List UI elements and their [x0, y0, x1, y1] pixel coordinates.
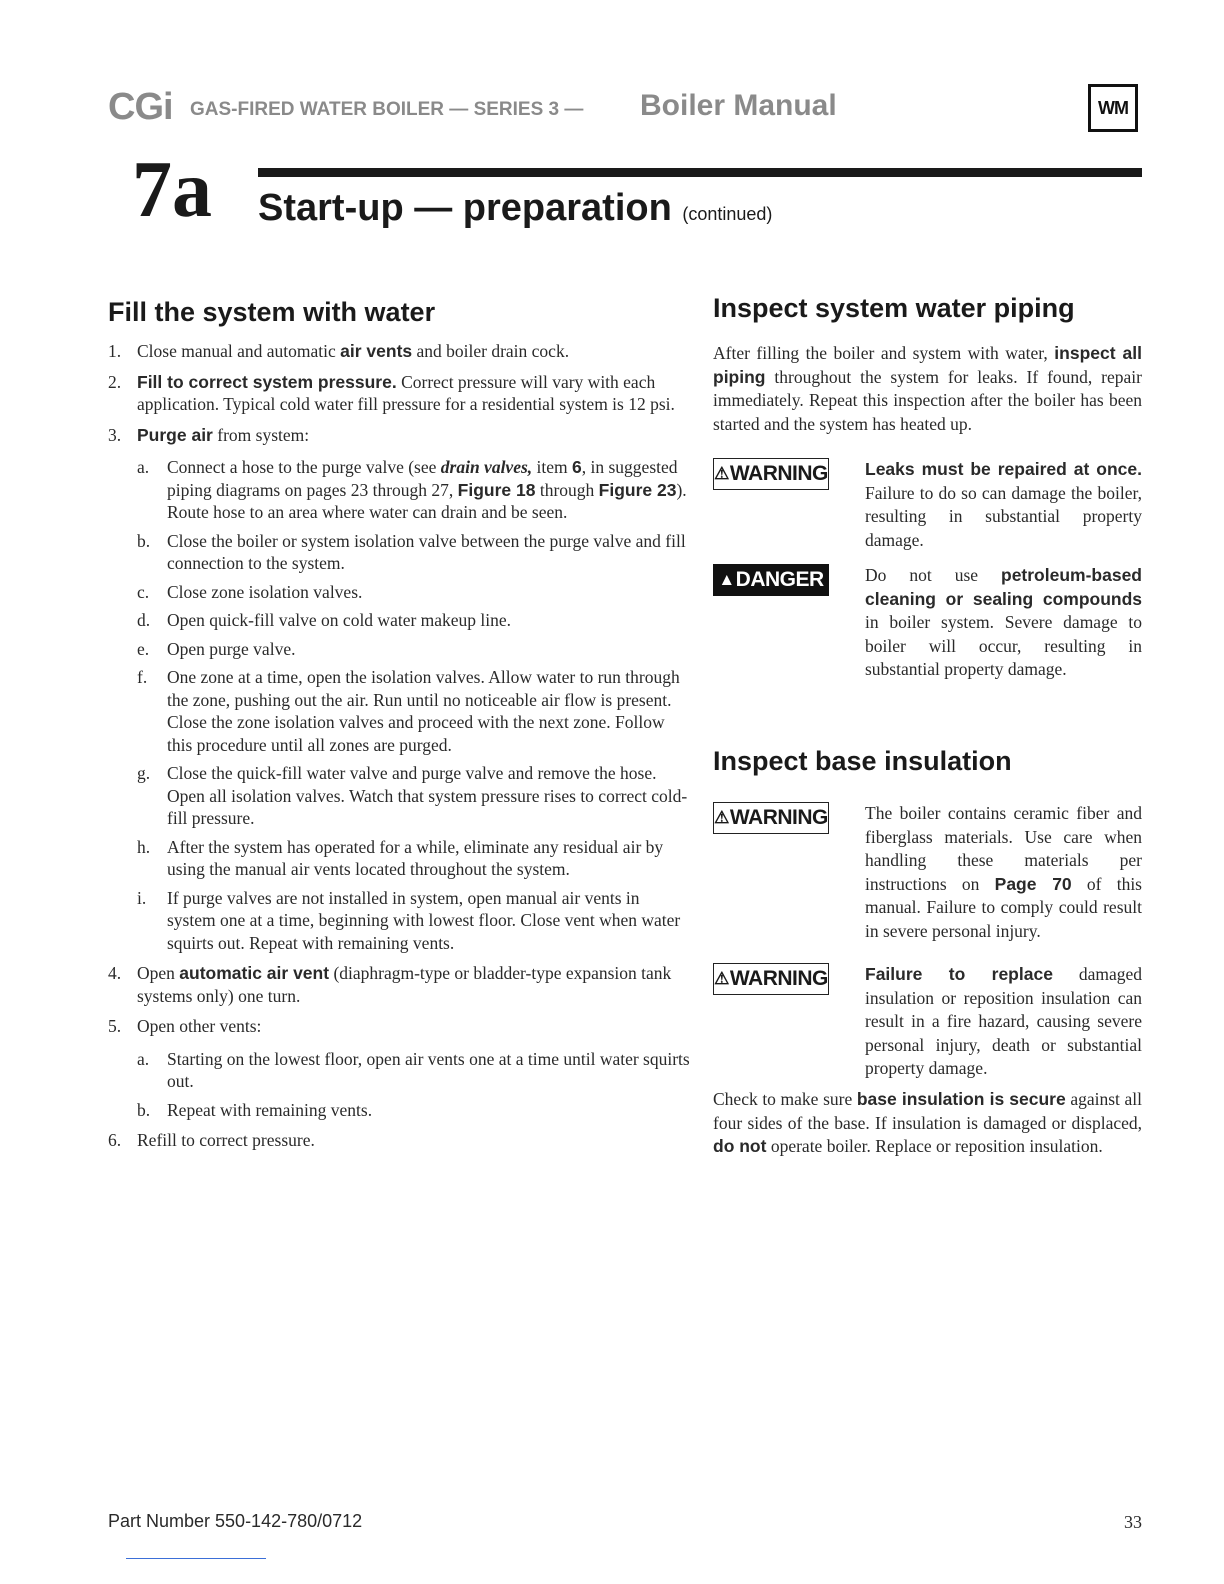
sub-item: b. Repeat with remaining vents.: [137, 1099, 373, 1120]
manual-title: Boiler Manual: [640, 89, 837, 122]
danger-triangle-icon: ▲: [718, 570, 735, 590]
part-number: Part Number 550-142-780/0712: [108, 1511, 363, 1531]
sub-item: i. If purge valves are not installed in system, open manual air vents in system one at a time, beginning with lowest floor. Close vent when water squirts out. Repeat with remaining vents.: [137, 887, 681, 953]
company-logo: WM: [1088, 84, 1138, 132]
list-item: 2. Fill to correct system pressure. Correct pressure will vary with each application. Typical cold water fill pressure for a residential system is 12 psi.: [108, 371, 675, 414]
check-insulation-paragraph: Check to make sure base insulation is secure against all four sides of the base. If insulation is damaged or displaced, do not operate boiler. Replace or reposition insulation.: [713, 1089, 1143, 1156]
document-header: [108, 84, 1142, 136]
list-item: 3. Purge air from system: a. Connect a hose to the purge valve (see drain valves, item 6, in suggested piping diagrams on pages 23 through 27, Figure 18 through Figure 23). Route hose to an area where water can drain and be seen. b. Close the boiler or system isolation valve between the purge valve and fill connection to the system. c. Close zone isolation valves. d. Open quick-fill valve on cold water makeup line. e. Open purge valve. f. One zone at a time, open the isolation valves. Allow water to run through the zone, pushing out the air. Run until no noticeable air flow is present. Close the zone isolation valves and proceed with the next zone. Follow this procedure until all zones are purged. g. Close the quick-fill water valve and purge valve and remove the hose. Open all isolation valves. Watch that system pressure rises to correct cold-fill pressure. h. After the system has operated for a while, eliminate any residual air by using the manual air vents located throughout the system. i. If purge valves are not installed in system, open manual air vents in system one at a time, beginning with lowest floor. Close vent when water squirts out. Repeat with remaining vents.: [108, 424, 690, 955]
sub-item: f. One zone at a time, open the isolation valves. Allow water to run through the zone, pushing out the air. Run until no noticeable air flow is present. Close the zone isolation valves and proceed with the next zone. Follow this procedure until all zones are purged.: [137, 667, 680, 755]
warning-fiber: ⚠ WARNING The boiler contains ceramic fiber and fiberglass materials. Use care when handling these materials per instructions on Page 70 of this manual. Failure to comply could result in severe personal injury.: [714, 803, 1142, 941]
sub-item: h. After the system has operated for a while, eliminate any residual air by using the manual air vents located throughout the system.: [137, 836, 664, 879]
inspect-piping-paragraph: After filling the boiler and system with water, inspect all piping throughout the system for leaks. If found, repair immediately. Repeat this inspection after the boiler has been started and the system has heated up.: [713, 343, 1142, 434]
section-title: Start-up — preparation (continued): [258, 187, 773, 229]
product-series: GAS-FIRED WATER BOILER — SERIES 3 —: [190, 99, 584, 120]
inspect-piping-heading: Inspect system water piping: [713, 293, 1075, 323]
page-number: 33: [1124, 1512, 1142, 1532]
fill-system-heading: Fill the system with water: [108, 297, 436, 327]
warning-leaks: ⚠ WARNING Leaks must be repaired at once. Failure to do so can damage the boiler, resulting in substantial property damage.: [714, 459, 1142, 550]
warning-badge: ⚠ WARNING: [713, 963, 829, 995]
sub-item: d. Open quick-fill valve on cold water makeup line.: [137, 610, 512, 630]
list-item: 1. Close manual and automatic air vents and boiler drain cock.: [108, 341, 570, 361]
fill-steps-list: [108, 340, 690, 1160]
list-item: 6. Refill to correct pressure.: [108, 1130, 315, 1150]
continued-label: (continued): [682, 204, 773, 224]
warning-insulation: ⚠ WARNING Failure to replace damaged insulation or reposition insulation can result in a fire hazard, causing severe personal injury, death or substantial property damage.: [714, 964, 1142, 1078]
sub-item: g. Close the quick-fill water valve and purge valve and remove the hose. Open all isolation valves. Watch that system pressure rises to correct cold-fill pressure.: [137, 763, 688, 828]
section-number: 7a: [132, 146, 212, 234]
footer-underline: [126, 1558, 266, 1559]
brand-name: CGi: [108, 86, 173, 128]
warning-triangle-icon: ⚠: [714, 464, 729, 484]
list-item: 5. Open other vents: a. Starting on the lowest floor, open air vents one at a time until water squirts out. b. Repeat with remaining vents.: [108, 1016, 690, 1120]
sub-item: a. Connect a hose to the purge valve (see drain valves, item 6, in suggested piping diagrams on pages 23 through 27, Figure 18 through Figure 23). Route hose to an area where water can drain and be seen.: [137, 457, 687, 522]
warning-triangle-icon: ⚠: [714, 969, 729, 989]
section-rule: [258, 168, 1142, 177]
list-item: 4. Open automatic air vent (diaphragm-type or bladder-type expansion tank systems only) one turn.: [108, 963, 672, 1006]
inspect-insulation-heading: Inspect base insulation: [713, 746, 1012, 776]
danger-compounds: ▲ DANGER Do not use petroleum-based cleaning or sealing compounds in boiler system. Severe damage to boiler will occur, resulting in substantial property damage.: [713, 564, 1142, 682]
warning-badge: ⚠ WARNING: [713, 458, 829, 490]
danger-badge: ▲ DANGER: [713, 564, 829, 596]
sub-item: e. Open purge valve.: [137, 638, 296, 659]
sub-item: a. Starting on the lowest floor, open air vents one at a time until water squirts out.: [137, 1048, 690, 1091]
warning-triangle-icon: ⚠: [714, 808, 729, 828]
warning-badge: ⚠ WARNING: [713, 802, 829, 834]
sub-item: c. Close zone isolation valves.: [137, 581, 363, 602]
sub-item: b. Close the boiler or system isolation valve between the purge valve and fill connection to the system.: [137, 530, 686, 573]
